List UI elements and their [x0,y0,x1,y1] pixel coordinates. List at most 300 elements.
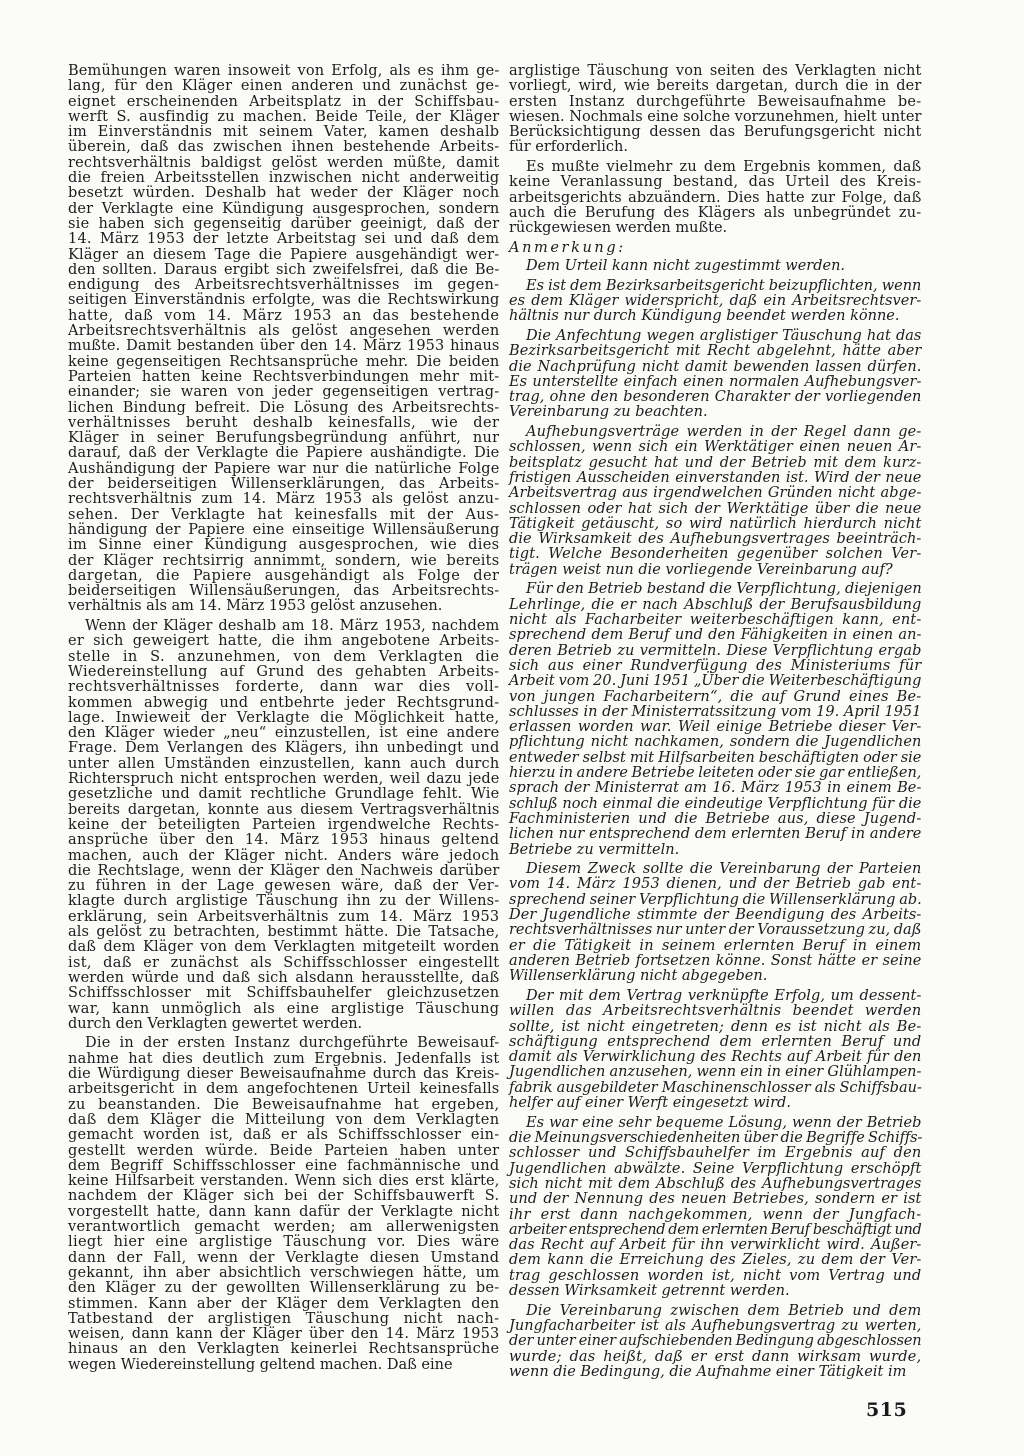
text-line [509,259,922,274]
line-text: Es war eine sehr bequeme Lösung, wenn der Betrieb [526,1114,922,1131]
text-line [68,431,500,446]
line-text: machen, auch der Kläger nicht. Anders wäre jedoch [68,847,500,864]
text-line [68,125,500,140]
line-text: arbeiter entsprechend dem erlernten Beruf beschäftigt und [509,1221,922,1238]
text-line [68,818,500,833]
line-text: Es mußte vielmehr zu dem Ergebnis kommen, daß [526,159,922,176]
line-text: arglistige Täuschung von seiten des Verklagten nicht [509,63,922,79]
line-text: wurde; das heißt, daß er erst dann wirksam wurde, [509,1348,922,1365]
judgment-text [509,64,922,237]
line-text: gemacht worden ist, daß er als Schiffsschlosser ein- [68,1127,500,1144]
text-line [68,1159,500,1174]
text-line [68,446,500,461]
line-text: der beiderseitigen Willenserklärungen, das Arbeits- [68,476,500,493]
text-line [68,986,500,1001]
line-text: von jungen Facharbeitern“, die auf Grund eines Be- [509,688,922,705]
text-line [509,486,922,501]
text-line [509,1131,922,1146]
line-text: den Kläger wieder „neu“ einzustellen, ist eine andere [68,725,500,742]
text-line [509,221,922,236]
text-line [68,619,500,634]
text-line [509,1223,922,1238]
line-text: gekannt, ihn aber absichtlich verschwiegen hätte, um [68,1264,500,1281]
text-line [68,339,500,354]
line-text: rechtsverhältnisses forderte, dann war dies voll- [68,679,500,696]
text-line [68,599,500,614]
line-text: Es unterstellte einfach einen normalen Aufhebungsver- [509,373,922,390]
text-line [68,462,500,477]
text-line [509,1065,922,1080]
text-line [509,1269,922,1284]
annotation-heading: Anmerkung: [509,239,626,256]
paragraph [509,862,922,984]
line-text: Arbeitsrechtsverhältnis als gelöst angesehen werden [68,323,500,340]
line-text: dann der Fall, wenn der Verklagte diesen Umstand [68,1249,500,1266]
text-line [68,477,500,492]
text-line [509,1319,922,1334]
line-text: deren Betrieb zu vermitteln. Diese Verpflichtung ergab [509,642,922,659]
text-line [509,175,922,190]
text-line [509,375,922,390]
text-line [509,294,922,309]
line-text: auch die Berufung des Klägers als unbegründet zu- [509,205,922,222]
line-text: Berücksichtigung dessen das Berufungsgericht nicht [509,124,922,141]
line-text: der unter einer aufschiebenden Bedingung abgeschlossen [509,1333,922,1350]
line-text: wegen Wiedereinstellung geltend machen. Daß eine [68,1356,453,1373]
line-text: damit als Verwirklichung des Rechts auf Arbeit für den [509,1049,922,1066]
text-line [509,532,922,547]
left-column [68,64,500,1373]
text-line [509,1081,922,1096]
text-line [509,1116,922,1131]
line-text: arbeitsgericht in dem angefochtenen Urteil keinesfalls [68,1081,500,1098]
line-text: Jungfacharbeiter ist als Aufhebungsvertrag zu werten, [509,1317,922,1334]
text-line [509,1284,922,1299]
text-line [68,1281,500,1296]
text-line [509,1177,922,1192]
text-line [509,659,922,674]
text-line [68,1358,500,1373]
text-line [68,971,500,986]
line-text: den Kläger zu der gewollten Willenserklärung zu be- [68,1280,500,1297]
line-text: Die Vereinbarung zwischen dem Betrieb und dem [526,1302,922,1319]
line-text: sprach der Ministerrat am 16. März 1953 in einem Be- [509,780,922,797]
text-line [509,329,922,344]
paragraph [509,425,922,578]
line-text: nahme hat dies deutlich zum Ergebnis. Jedenfalls ist [68,1050,500,1067]
line-text: verantwortlich gemacht werden; am allerwenigsten [68,1219,500,1236]
line-text: hierzu in andere Betriebe leiteten oder sie gar entließen, [509,765,922,782]
text-line [68,1113,500,1128]
text-line [68,584,500,599]
text-line [509,613,922,628]
text-line [68,879,500,894]
line-text: rechtsverhältnis zum 14. März 1953 als gelöst anzu- [68,491,500,508]
text-line [68,1067,500,1082]
line-text: sie haben sich gegenseitig darüber geeinigt, daß der [68,215,500,232]
text-line [68,634,500,649]
text-line [509,1238,922,1253]
line-text: Tätigkeit getäuscht, so wird natürlich hierdurch nicht [509,515,922,532]
line-text: er sich geweigert hatte, die ihm angebotene Arbeits- [68,633,500,650]
text-line [68,508,500,523]
text-line [68,1098,500,1113]
line-text: entweder selbst mit Hilfsarbeiten beschäftigten oder sie [509,749,922,766]
line-text: Vereinbarung zu beachten. [509,404,708,421]
text-line [509,440,922,455]
paragraph [509,259,922,274]
line-text: seitigen Einverständnis erfolgte, was die Rechtswirkung [68,292,500,309]
text-line [509,797,922,812]
line-text: Arbeit vom 20. Juni 1951 „Über die Weiterbeschäftigung [509,673,922,690]
line-text: trägen weist nun die vorliegende Vereinbarung auf? [509,561,893,578]
text-line [68,1251,500,1266]
line-text: erlassen worden war. Weil einige Betriebe dieser Ver- [509,719,922,736]
paragraph [509,160,922,236]
line-text: darauf, daß der Verklagte die Papiere aushändigte. Die [68,445,500,462]
line-text: wiesen. Nochmals eine solche vorzunehmen, hielt unter [509,108,922,125]
text-line [68,665,500,680]
line-text: vom 14. März 1953 dienen, und der Betrieb gab ent- [509,876,922,893]
text-line [509,923,922,938]
line-text: für erforderlich. [509,139,628,156]
text-line [68,278,500,293]
line-text: lage. Inwieweit der Verklagte die Möglichkeit hatte, [68,709,500,726]
line-text: Der Jugendliche stimmte der Beendigung des Arbeits- [509,907,922,924]
text-line [509,969,922,984]
line-text: werft S. ausfindig zu machen. Beide Teile, der Kläger [68,108,500,125]
line-text: wenn die Bedingung, die Aufnahme einer Tätigkeit im [509,1363,907,1380]
text-line [68,1174,500,1189]
text-line [68,1205,500,1220]
text-line [68,833,500,848]
line-text: überein, daß das zwischen ihnen bestehende Arbeits- [68,139,500,156]
paragraph [509,1116,922,1300]
text-line [509,309,922,324]
text-line [68,538,500,553]
line-text: stimmen. Kann aber der Kläger dem Verklagten den [68,1295,500,1312]
line-text: Kläger in seiner Berufungsbegründung anführt, nur [68,430,500,447]
line-text: händigung der Papiere eine einseitige Willensäußerung [68,521,500,538]
line-text: Richterspruch nicht entsprochen werden, weil dazu jede [68,771,500,788]
text-line [509,1365,922,1380]
line-text: lichen nur entsprechend dem erlernten Beruf in andere [509,826,922,843]
line-text: Der mit dem Vertrag verknüpfte Erfolg, um dessent- [526,987,922,1004]
text-line [68,355,500,370]
line-text: stelle in S. anzunehmen, von dem Verklagten die [68,648,500,665]
line-text: es dem Kläger widerspricht, daß ein Arbeitsrechtsver- [509,292,922,309]
text-line [68,650,500,665]
text-line [68,1297,500,1312]
text-line [509,279,922,294]
line-text: ansprüche über den 14. März 1953 hinaus geltend [68,832,500,849]
text-line [68,110,500,125]
line-text: daß dem Kläger von dem Verklagten mitgeteilt worden [68,939,500,956]
line-text: rechtsverhältnisses nur unter der Voraussetzung zu, daß [509,922,922,939]
text-line [509,1350,922,1365]
text-line [509,405,922,420]
line-text: Arbeitsvertrag aus irgendwelchen Gründen nicht abge- [509,485,922,502]
text-line [509,877,922,892]
paragraph [509,279,922,325]
text-line [68,925,500,940]
text-line [68,1036,500,1051]
line-text: Lehrlinge, die er nach Abschluß der Berufsausbildung [509,596,922,613]
line-text: klagte durch arglistige Täuschung ihn zu der Willens- [68,893,500,910]
text-line [68,370,500,385]
text-line [509,1304,922,1319]
text-line [509,140,922,155]
text-line [509,160,922,175]
line-text: Wiedereinstellung auf Grund des gehabten Arbeits- [68,663,500,680]
line-text: Dem Urteil kann nicht zugestimmt werden. [526,257,846,274]
line-text: schlosser und Schiffsbauhelfer im Ergebnis auf den [509,1145,922,1162]
text-line [509,705,922,720]
line-text: dargetan, die Papiere ausgehändigt als Folge der [68,567,500,584]
line-text: fristigen Ausscheiden einverstanden ist. Wird der neue [509,469,922,486]
text-line [68,416,500,431]
text-line [509,843,922,858]
text-line [68,894,500,909]
text-line [68,1189,500,1204]
text-line [68,263,500,278]
line-text: das Recht auf Arbeit für ihn verwirklicht wird. Außer- [509,1237,922,1254]
text-line [509,582,922,597]
line-text: hältnis nur durch Kündigung beendet werden könne. [509,308,900,325]
text-line [68,1266,500,1281]
text-line [68,1128,500,1143]
page-number: 515 [866,1399,908,1421]
line-text: Schiffsschlosser mit Schiffsbauhelfer gleichzusetzen [68,985,500,1002]
text-line [68,217,500,232]
paragraph [509,329,922,421]
text-line [68,385,500,400]
text-line [509,862,922,877]
line-text: vorliegt, wird, wie bereits dargetan, durch die in der [509,78,922,95]
line-text: der Verklagte eine Kündigung ausgesprochen, sondern [68,200,500,217]
line-text: pflichtung nicht nachkamen, sondern die Jugendlichen [509,734,922,751]
line-text: als gelöst zu betrachten, bestimmt hätte. Die Tatsache, [68,924,500,941]
line-text: den sollten. Daraus ergibt sich zweifelsfrei, daß die Be- [68,261,500,278]
text-line [509,1162,922,1177]
line-text: sehen. Der Verklagte hat keinesfalls mit der Aus- [68,506,500,523]
line-text: ersten Instanz durchgeführte Beweisaufnahme be- [509,93,922,110]
line-text: hinaus an den Verklagten keinerlei Rechtsansprüche [68,1341,500,1358]
text-line [509,720,922,735]
line-text: er die Tätigkeit in seinem erlernten Beruf in einem [509,937,922,954]
text-line [68,1002,500,1017]
line-text: gesetzliche und damit rechtliche Grundlage fehlt. Wie [68,786,500,803]
text-line [509,344,922,359]
line-text: Die in der ersten Instanz durchgeführte Beweisauf- [85,1035,500,1052]
text-line [68,1144,500,1159]
text-line [68,293,500,308]
line-text: durch den Verklagten gewertet werden. [68,1015,363,1032]
paragraph [68,619,500,1032]
line-text: 14. März 1953 der letzte Arbeitstag sei und daß dem [68,231,500,248]
text-line [509,191,922,206]
line-text: sollte, ist nicht eingetreten; denn es ist nicht als Be- [509,1018,922,1035]
text-line [68,1342,500,1357]
text-line [68,680,500,695]
text-line [68,171,500,186]
line-text: einander; sie waren von jeder gegenseitigen vertrag- [68,384,500,401]
text-line [68,1327,500,1342]
line-text: schlusses in der Ministerratssitzung vom 19. April 1951 [509,703,922,720]
line-text: sprechend dem Beruf und den Fähigkeiten in einen an- [509,627,922,644]
line-text: hatte, daß vom 14. März 1953 an das bestehende [68,307,500,324]
line-text: Bemühungen waren insoweit von Erfolg, als es ihm ge- [68,63,500,79]
text-line [68,1220,500,1235]
text-line [509,1253,922,1268]
text-line [68,554,500,569]
line-text: lichen Bindung befreit. Die Lösung des Arbeitsrechts- [68,399,500,416]
line-text: Jugendlichen anzusehen, wenn ein in einer Glühlampen- [509,1064,922,1081]
text-line [509,781,922,796]
text-line [509,908,922,923]
text-line [68,156,500,171]
line-text: sich aus einer Rundverfügung des Ministeriums für [509,657,922,674]
text-line [509,939,922,954]
line-text: sich nicht mit dem Abschluß des Aufhebungsvertrages [509,1175,922,1192]
line-text: rückgewiesen werden mußte. [509,220,728,237]
text-line [509,1050,922,1065]
text-line [68,232,500,247]
line-text: vorgestellt hatte, dann kann dafür der Verklagte nicht [68,1203,500,1220]
line-text: beitsplatz gesucht hat und der Betrieb mit dem kurz- [509,454,922,471]
line-text: Diesem Zweck sollte die Vereinbarung der Parteien [526,861,922,878]
text-line [509,360,922,375]
text-line [509,766,922,781]
line-text: endigung des Arbeitsrechtsverhältnisses im gegen- [68,277,500,294]
line-text: Parteien hatten keine Rechtsverbindungen mehr mit- [68,368,500,385]
line-text: trag geschlossen worden ist, nicht vom Vertrag und [509,1267,922,1284]
text-line [509,735,922,750]
line-text: sprechend seiner Verpflichtung die Willenserklärung ab. [509,891,922,908]
line-text: keine der beteiligten Parteien irgendwelche Rechts- [68,816,500,833]
line-text: lang, für den Kläger einen anderen und zunächst ge- [68,78,500,95]
line-text: Tatbestand der arglistigen Täuschung nicht nach- [68,1310,500,1327]
line-text: werden würde und daß sich alsdann herausstellte, daß [68,969,500,986]
text-line [68,186,500,201]
text-line [509,456,922,471]
line-text: liegt hier eine arglistige Täuschung vor. Dies wäre [68,1234,500,1251]
line-text: schlossen, wenn sich ein Werktätiger einen neuen Ar- [509,439,922,456]
text-line [509,1004,922,1019]
text-line [68,696,500,711]
line-text: Aufhebungsverträge werden in der Regel dann ge- [526,424,922,441]
text-line [68,711,500,726]
text-line [509,1035,922,1050]
text-line [68,523,500,538]
line-text: Willenserklärung nicht abgegeben. [509,968,768,985]
line-text: beiderseitigen Willensäußerungen, das Arbeitsrechts- [68,583,500,600]
text-line [509,1096,922,1111]
line-text: nachdem der Kläger sich bei der Schiffsbauwerft S. [68,1188,500,1205]
text-line [509,64,922,79]
text-line [509,989,922,1004]
line-text: zu führen in der Lage gewesen wäre, daß der Ver- [68,878,500,895]
line-text: Frage. Dem Verlangen des Klägers, ihn unbedingt und [68,740,500,757]
text-line [509,751,922,766]
text-line [509,827,922,842]
line-text: gestellt werden würde. Beide Parteien haben unter [68,1142,500,1159]
line-text: die Würdigung dieser Beweisaufnahme durch das Kreis- [68,1066,500,1083]
text-line [68,202,500,217]
text-line [509,644,922,659]
text-line [68,1082,500,1097]
paragraph [68,1036,500,1373]
line-text: im Einverständnis mit seinem Vater, kamen deshalb [68,124,500,141]
line-text: Aushändigung der Papiere war nur die natürliche Folge [68,460,500,477]
text-line [68,1017,500,1032]
line-text: Fachministerien und die Betriebe aus, diese Jugend- [509,810,922,827]
line-text: und der Nennung des neuen Betriebes, sondern er ist [509,1191,922,1208]
text-line [509,390,922,405]
text-line [509,690,922,705]
text-line [68,757,500,772]
text-line [68,569,500,584]
line-text: dem kann die Erreichung des Zieles, zu dem der Ver- [509,1252,922,1269]
line-text: war, kann unmöglich als eine arglistige Täuschung [68,1000,500,1017]
text-line [68,787,500,802]
text-line [68,910,500,925]
text-line [509,547,922,562]
text-line [509,563,922,578]
line-text: unter allen Umständen einzustellen, kann auch durch [68,755,500,772]
text-line [68,1312,500,1327]
line-text: rechtsverhältnis baldigst gelöst werden müßte, damit [68,154,500,171]
line-text: kommen abwegig und entbehrte jeder Rechtsgrund- [68,694,500,711]
line-text: Bezirksarbeitsgericht mit Recht abgelehnt, hätte aber [509,343,922,360]
line-text: schluß noch einmal die eindeutige Verpflichtung für die [509,795,922,812]
text-line [68,849,500,864]
text-line [509,598,922,613]
text-line [509,517,922,532]
line-text: arbeitsgerichts abzuändern. Dies hatte zur Folge, daß [509,189,922,206]
paragraph [509,1304,922,1380]
line-text: mußte. Damit bestanden über den 14. März 1953 hinaus [68,338,500,355]
text-line [68,940,500,955]
annotation-text [509,259,922,1380]
line-text: anderen Betrieb fortsetzen könne. Sonst hätte er seine [509,952,922,969]
text-line [68,401,500,416]
line-text: tigt. Welche Besonderheiten gegenüber solchen Ver- [509,546,922,563]
text-line [509,110,922,125]
paragraph [509,582,922,857]
line-text: besetzt würden. Deshalb hat weder der Kläger noch [68,185,500,202]
line-text: helfer auf einer Werft eingesetzt wird. [509,1095,791,1112]
line-text: daß dem Kläger die Mitteilung von dem Verklagten [68,1111,500,1128]
line-text: bereits dargetan, konnte aus diesem Vertragsverhältnis [68,801,500,818]
text-line [68,741,500,756]
text-line [509,1146,922,1161]
text-line [509,1192,922,1207]
line-text: keine Hilfsarbeit verstanden. Wenn sich dies erst klärte, [68,1173,500,1190]
line-text: Die Anfechtung wegen arglistiger Täuschung hat das [526,327,922,344]
text-line [68,726,500,741]
line-text: Jugendlichen abwälzte. Seine Verpflichtung erschöpft [509,1160,922,1177]
line-text: schäftigung entsprechend dem erlernten Beruf und [509,1033,922,1050]
text-line [509,1208,922,1223]
text-line [509,95,922,110]
line-text: schlossen oder hat sich der Werktätige über die neue [509,500,922,517]
paragraph [509,989,922,1111]
text-line [509,79,922,94]
right-column [509,64,922,1380]
line-text: dem Begriff Schiffsschlosser eine fachmännische und [68,1157,500,1174]
text-line [68,772,500,787]
